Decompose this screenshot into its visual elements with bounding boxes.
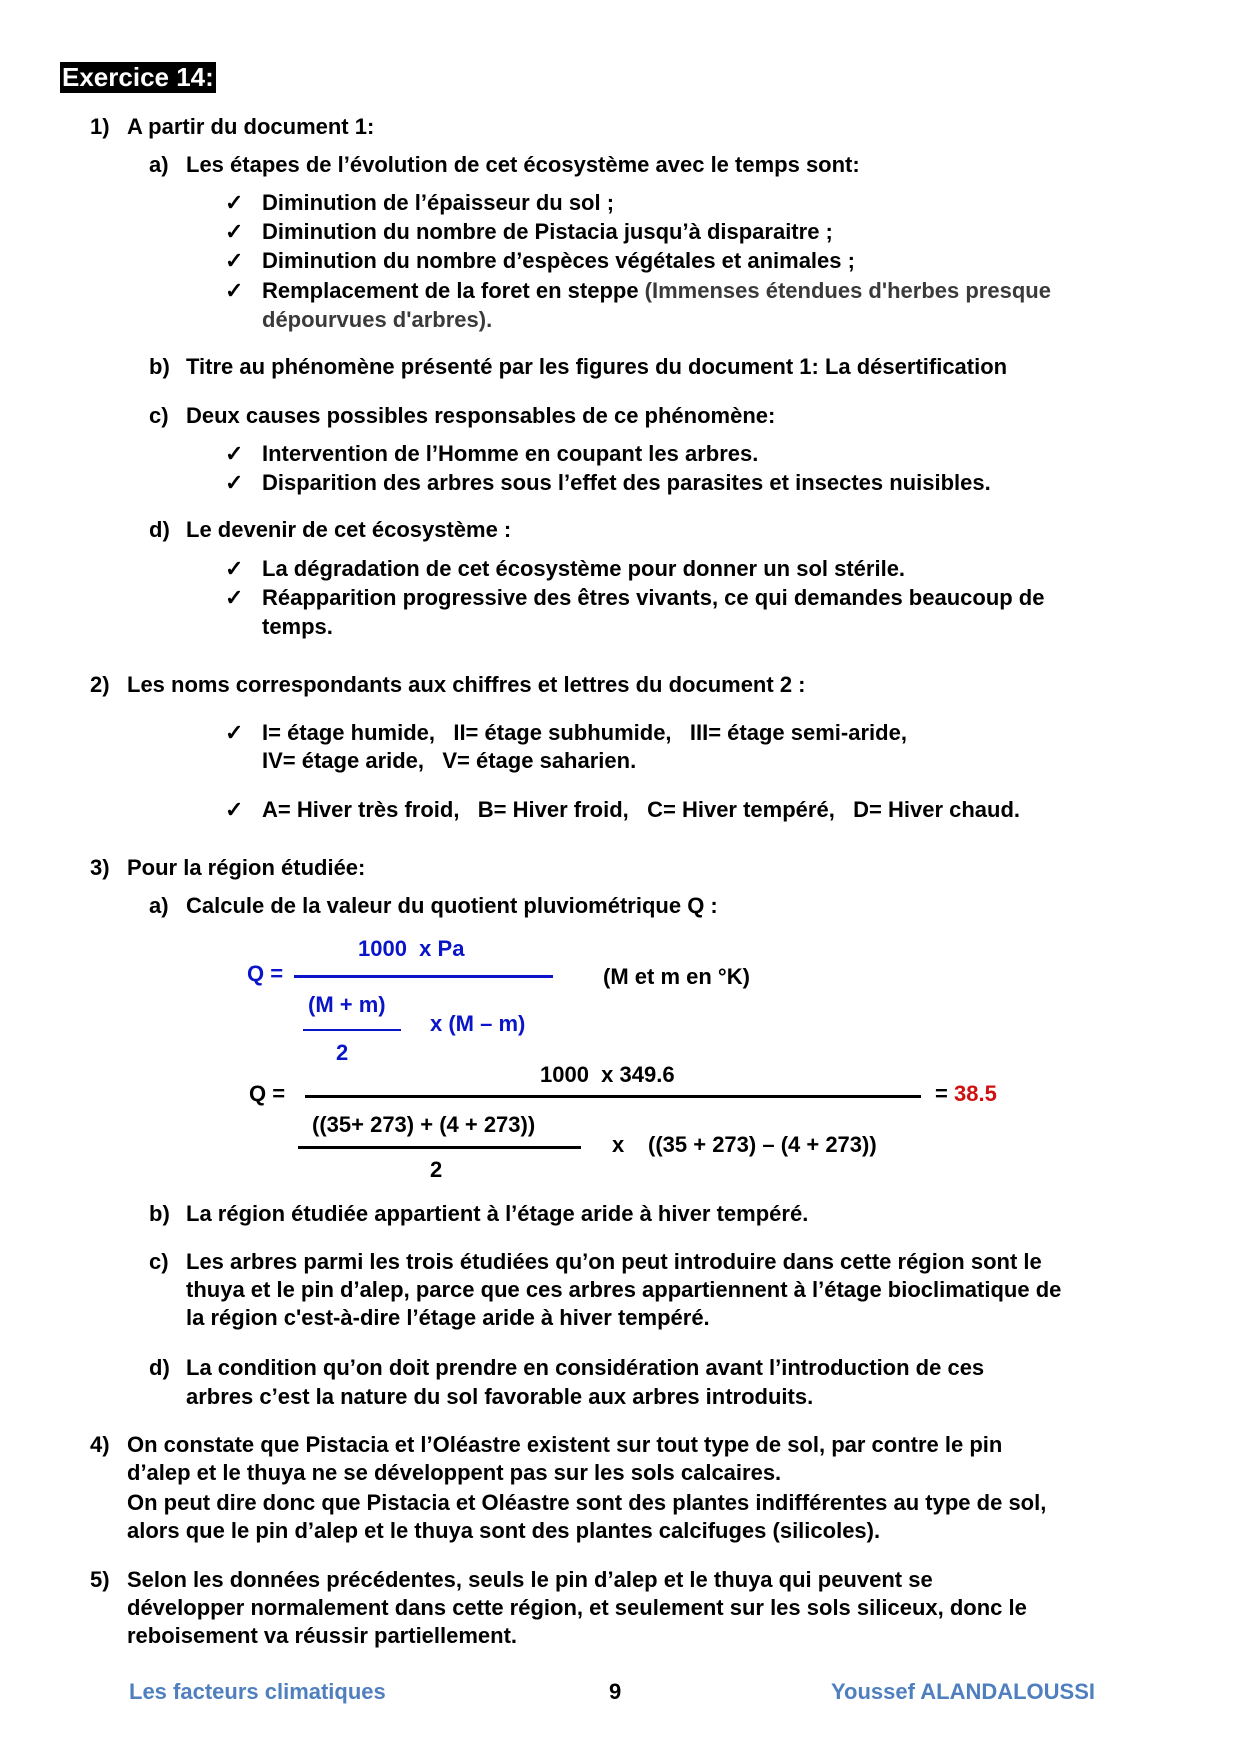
formula-sum: (M + m) — [308, 992, 386, 1017]
calc-two: 2 — [430, 1157, 443, 1182]
q1d-label: Le devenir de cet écosystème : — [186, 517, 512, 542]
q1d-number: d) — [149, 517, 170, 542]
formula-numerator: 1000 x Pa — [358, 936, 465, 961]
q5-line: reboisement va réussir partiellement. — [127, 1623, 518, 1648]
formula-q: Q = — [247, 961, 284, 986]
q3d-number: d) — [149, 1355, 170, 1380]
q3d-line: La condition qu’on doit prendre en considération avant l’introduction de ces — [186, 1355, 985, 1380]
list-item-definition: (Immenses étendues d'herbes presque — [644, 278, 1051, 303]
q5-line: Selon les données précédentes, seuls le pin d’alep et le thuya qui peuvent se — [127, 1567, 933, 1592]
equals-sign: = — [935, 1081, 948, 1106]
formula-unit: (M et m en °K) — [603, 964, 750, 989]
page-number: 9 — [609, 1679, 622, 1704]
q2-label: Les noms correspondants aux chiffres et lettres du document 2 : — [127, 672, 806, 697]
q1b-number: b) — [149, 354, 170, 379]
q1-number: 1) — [90, 114, 110, 139]
list-item: Intervention de l’Homme en coupant les arbres. — [262, 441, 759, 466]
q3b-number: b) — [149, 1201, 170, 1226]
q4-line: d’alep et le thuya ne se développent pas sur les sols calcaires. — [127, 1460, 782, 1485]
q1a-number: a) — [149, 152, 169, 177]
formula-two: 2 — [336, 1040, 349, 1065]
list-item — [262, 277, 1051, 305]
q3a-label: Calcule de la valeur du quotient pluviométrique Q : — [186, 893, 718, 918]
q3a-number: a) — [149, 893, 169, 918]
q3-label: Pour la région étudiée: — [127, 855, 366, 880]
check-icon: ✓ — [225, 797, 244, 822]
list-item: La dégradation de cet écosystème pour donner un sol stérile. — [262, 556, 906, 581]
list-item-cont: IV= étage aride, V= étage saharien. — [262, 748, 637, 773]
calc-times: x — [612, 1132, 625, 1157]
q4-line: On peut dire donc que Pistacia et Oléastre sont des plantes indifférentes au type de sol, — [127, 1490, 1047, 1515]
check-icon: ✓ — [225, 720, 244, 745]
calc-q: Q = — [249, 1081, 286, 1106]
list-item: I= étage humide, II= étage subhumide, III= étage semi-aride, — [262, 720, 907, 745]
list-item: Diminution du nombre de Pistacia jusqu’à disparaitre ; — [262, 219, 833, 244]
list-item: Diminution du nombre d’espèces végétales et animales ; — [262, 248, 855, 273]
q1c-number: c) — [149, 403, 169, 428]
q1c-label: Deux causes possibles responsables de ce phénomène: — [186, 403, 776, 428]
exercise-title: Exercice 14: — [62, 62, 214, 92]
calc-sum: ((35+ 273) + (4 + 273)) — [312, 1112, 536, 1137]
list-item-cont: temps. — [262, 614, 333, 639]
check-icon: ✓ — [225, 278, 244, 303]
footer-author: Youssef ALANDALOUSSI — [831, 1679, 1096, 1704]
q4-line: alors que le pin d’alep et le thuya sont des plantes calcifuges (silicoles). — [127, 1518, 881, 1543]
q4-number: 4) — [90, 1432, 110, 1457]
fraction-bar — [305, 1095, 921, 1098]
list-item: Réapparition progressive des êtres vivants, ce qui demandes beaucoup de — [262, 585, 1045, 610]
q2-number: 2) — [90, 672, 110, 697]
check-icon: ✓ — [225, 219, 244, 244]
formula-diff: x (M – m) — [430, 1011, 526, 1036]
check-icon: ✓ — [225, 556, 244, 581]
q5-line: développer normalement dans cette région, et seulement sur les sols siliceux, donc le — [127, 1595, 1027, 1620]
q3-number: 3) — [90, 855, 110, 880]
q3c-line: Les arbres parmi les trois étudiées qu’on peut introduire dans cette région sont le — [186, 1249, 1042, 1274]
fraction-bar — [298, 1146, 581, 1149]
list-item-definition-cont: dépourvues d'arbres). — [262, 307, 493, 332]
q3c-line: thuya et le pin d’alep, parce que ces arbres appartiennent à l’étage bioclimatique de — [186, 1277, 1062, 1302]
fraction-bar — [294, 975, 553, 978]
list-item: Disparition des arbres sous l’effet des parasites et insectes nuisibles. — [262, 470, 991, 495]
q5-number: 5) — [90, 1567, 110, 1592]
q3d-line: arbres c’est la nature du sol favorable aux arbres introduits. — [186, 1384, 814, 1409]
calc-diff: ((35 + 273) – (4 + 273)) — [648, 1132, 877, 1157]
q1a-label: Les étapes de l’évolution de cet écosystème avec le temps sont: — [186, 152, 860, 177]
q1-label: A partir du document 1: — [127, 114, 375, 139]
list-item-main: Remplacement de la foret en steppe — [262, 278, 645, 303]
q3b-label: La région étudiée appartient à l’étage aride à hiver tempéré. — [186, 1201, 809, 1226]
calc-numerator: 1000 x 349.6 — [540, 1062, 675, 1087]
check-icon: ✓ — [225, 190, 244, 215]
q4-line: On constate que Pistacia et l’Oléastre existent sur tout type de sol, par contre le pin — [127, 1432, 1003, 1457]
result-value: 38.5 — [953, 1081, 997, 1106]
check-icon: ✓ — [225, 441, 244, 466]
q3c-number: c) — [149, 1249, 169, 1274]
q3c-line: la région c'est-à-dire l’étage aride à hiver tempéré. — [186, 1305, 710, 1330]
calc-result — [935, 1080, 997, 1108]
list-item: A= Hiver très froid, B= Hiver froid, C= Hiver tempéré, D= Hiver chaud. — [262, 797, 1021, 822]
q1b-label: Titre au phénomène présenté par les figures du document 1: La désertification — [186, 354, 1008, 379]
list-item: Diminution de l’épaisseur du sol ; — [262, 190, 615, 215]
check-icon: ✓ — [225, 585, 244, 610]
check-icon: ✓ — [225, 248, 244, 273]
footer-chapter: Les facteurs climatiques — [129, 1679, 386, 1704]
fraction-bar — [303, 1029, 401, 1031]
check-icon: ✓ — [225, 470, 244, 495]
